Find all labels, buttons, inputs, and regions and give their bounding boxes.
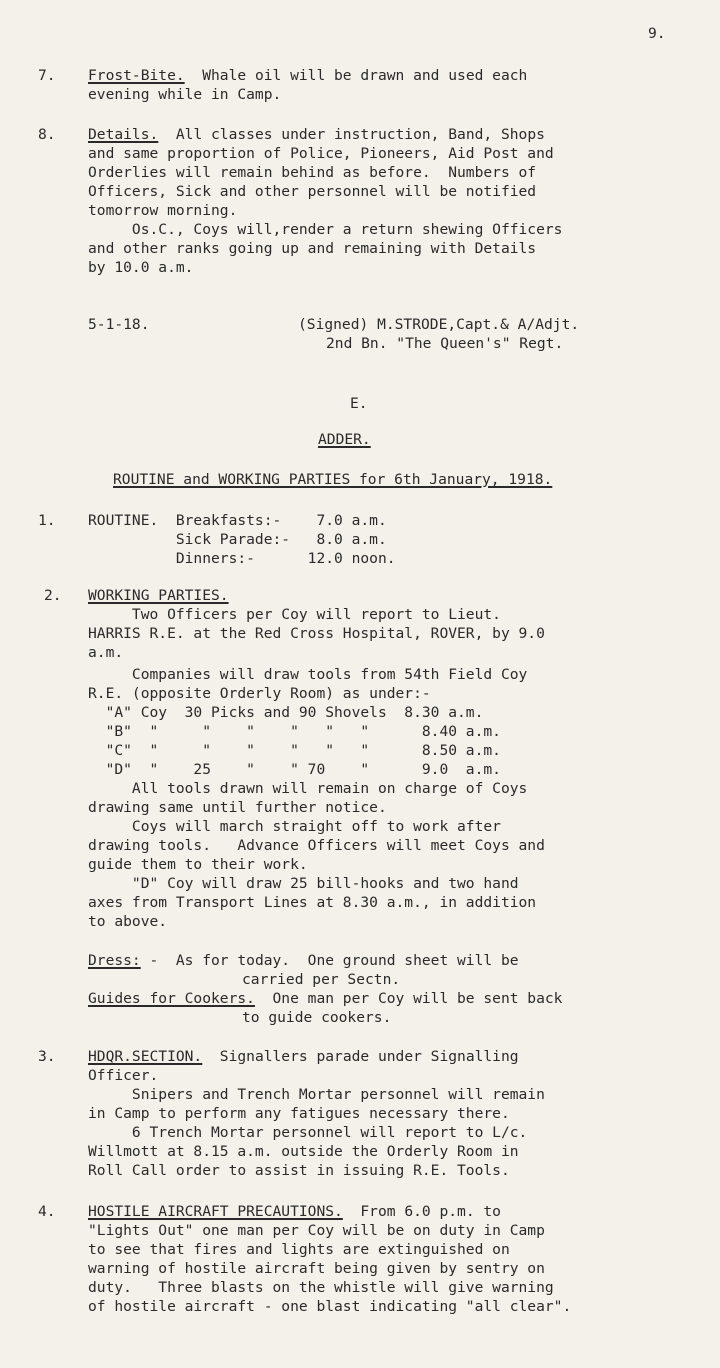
guides-label: Guides for Cookers. [88, 990, 255, 1007]
hostile-line-1 [88, 1202, 501, 1221]
guides-line-2: to guide cookers. [242, 1009, 392, 1026]
dress-text: - As for today. One ground sheet will be [140, 952, 519, 969]
hdqr-line-1 [88, 1047, 519, 1066]
dress-line-1 [88, 951, 519, 970]
guides-line-1 [88, 989, 562, 1008]
hostile-line: duty. Three blasts on the whistle will give warning [88, 1279, 554, 1296]
item-8-line: tomorrow morning. [88, 202, 238, 219]
working-parties-line: to above. [88, 913, 168, 930]
hdqr-line: 6 Trench Mortar personnel will report to L/c. [88, 1124, 528, 1141]
working-parties-heading [88, 586, 229, 605]
routine-line: ROUTINE. Breakfasts:- 7.0 a.m. [88, 512, 387, 529]
hostile-text: From 6.0 p.m. to [342, 1203, 501, 1220]
item-7-line-1 [88, 66, 527, 85]
item-8-line: Os.C., Coys will,render a return shewing Officers [88, 221, 563, 238]
hdqr-line: Willmott at 8.15 a.m. outside the Orderly Room in [88, 1143, 519, 1160]
section-title-text: ADDER. [318, 431, 371, 448]
item-8-number: 8. [38, 126, 56, 143]
routine-number: 1. [38, 512, 56, 529]
hdqr-line: Snipers and Trench Mortar personnel will remain [88, 1086, 545, 1103]
item-8-line: Orderlies will remain behind as before. Numbers of [88, 164, 537, 181]
hdqr-line: Officer. [88, 1067, 159, 1084]
section-subtitle [113, 470, 552, 489]
hostile-line: "Lights Out" one man per Coy will be on duty in Camp [88, 1222, 545, 1239]
working-parties-line: a.m. [88, 644, 124, 661]
working-parties-line: R.E. (opposite Orderly Room) as under:- [88, 685, 431, 702]
item-7-line-2: evening while in Camp. [88, 86, 282, 103]
working-parties-line: guide them to their work. [88, 856, 308, 873]
routine-line: Sick Parade:- 8.0 a.m. [88, 531, 387, 548]
item-7-text: Whale oil will be drawn and used each [184, 67, 528, 84]
hostile-line: of hostile aircraft - one blast indicating "all clear". [88, 1298, 572, 1315]
dress-line-2: carried per Sectn. [242, 971, 401, 988]
section-title [318, 430, 371, 449]
signature-line-2: 2nd Bn. "The Queen's" Regt. [326, 335, 564, 352]
section-subtitle-text: ROUTINE and WORKING PARTIES for 6th January, 1918. [113, 471, 553, 488]
working-parties-line: Two Officers per Coy will report to Lieut. [88, 606, 501, 623]
working-parties-line: HARRIS R.E. at the Red Cross Hospital, ROVER, by 9.0 [88, 625, 545, 642]
working-parties-line: All tools drawn will remain on charge of Coys [88, 780, 528, 797]
hdqr-number: 3. [38, 1048, 56, 1065]
hostile-heading: HOSTILE AIRCRAFT PRECAUTIONS. [88, 1203, 343, 1220]
routine-line: Dinners:- 12.0 noon. [88, 550, 396, 567]
working-parties-line: drawing tools. Advance Officers will meet Coys and [88, 837, 545, 854]
working-parties-number: 2. [44, 587, 62, 604]
working-parties-heading-text: WORKING PARTIES. [88, 587, 229, 604]
item-8-line: by 10.0 a.m. [88, 259, 194, 276]
item-7-heading: Frost-Bite. [88, 67, 185, 84]
hdqr-heading: HDQR.SECTION. [88, 1048, 203, 1065]
item-8-line: and same proportion of Police, Pioneers, Aid Post and [88, 145, 554, 162]
tools-row-c: "C" " " " " " " 8.50 a.m. [88, 742, 501, 759]
item-8-line: and other ranks going up and remaining with Details [88, 240, 537, 257]
working-parties-line: Companies will draw tools from 54th Field Coy [88, 666, 528, 683]
guides-text: One man per Coy will be sent back [254, 990, 563, 1007]
section-letter: E. [350, 395, 368, 412]
item-8-heading: Details. [88, 126, 159, 143]
working-parties-line: drawing same until further notice. [88, 799, 387, 816]
tools-row-b: "B" " " " " " " 8.40 a.m. [88, 723, 501, 740]
working-parties-line: "D" Coy will draw 25 bill-hooks and two hand [88, 875, 519, 892]
tools-row-d: "D" " 25 " " 70 " 9.0 a.m. [88, 761, 501, 778]
hdqr-text: Signallers parade under Signalling [202, 1048, 519, 1065]
item-8-line-1 [88, 125, 545, 144]
hdqr-line: in Camp to perform any fatigues necessary there. [88, 1105, 510, 1122]
hostile-number: 4. [38, 1203, 56, 1220]
working-parties-line: axes from Transport Lines at 8.30 a.m., in addition [88, 894, 537, 911]
signature-date: 5-1-18. [88, 316, 150, 333]
hostile-line: to see that fires and lights are extinguished on [88, 1241, 510, 1258]
working-parties-line: Coys will march straight off to work after [88, 818, 501, 835]
item-8-line: Officers, Sick and other personnel will be notified [88, 183, 537, 200]
dress-label: Dress: [88, 952, 141, 969]
signature-line-1: (Signed) M.STRODE,Capt.& A/Adjt. [298, 316, 580, 333]
item-7-number: 7. [38, 67, 56, 84]
page-number: 9. [648, 25, 666, 42]
tools-row-a: "A" Coy 30 Picks and 90 Shovels 8.30 a.m. [88, 704, 484, 721]
item-8-text: All classes under instruction, Band, Shops [158, 126, 545, 143]
hostile-line: warning of hostile aircraft being given by sentry on [88, 1260, 545, 1277]
hdqr-line: Roll Call order to assist in issuing R.E. Tools. [88, 1162, 510, 1179]
